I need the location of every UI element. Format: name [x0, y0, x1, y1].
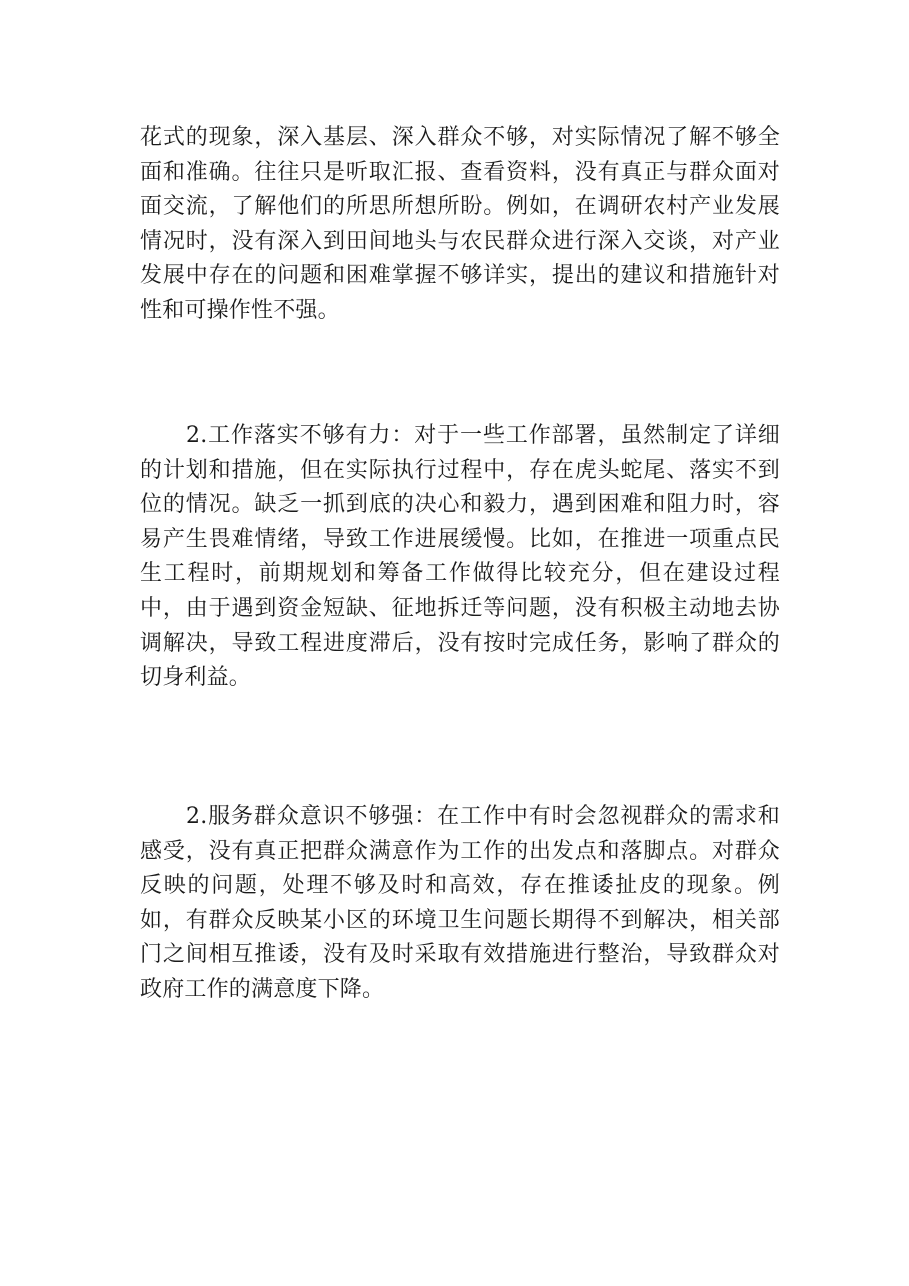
paragraph-serving-public: 2.服务群众意识不够强：在工作中有时会忽视群众的需求和感受，没有真正把群众满意作为工作的出发点和落脚点。对群众反映的问题，处理不够及时和高效，存在推诿扯皮的现象。例如，有群众反映某小区的环境卫生问题长期得不到解决，相关部门之间相互推诿，没有及时采取有效措施进行整治，导致群众对政府工作的满意度下降。	[140, 804, 780, 1002]
paragraph-work-implementation: 2.工作落实不够有力：对于一些工作部署，虽然制定了详细的计划和措施，但在实际执行过程中，存在虎头蛇尾、落实不到位的情况。缺乏一抓到底的决心和毅力，遇到困难和阻力时，容易产生畏难情绪，导致工作进展缓慢。比如，在推进一项重点民生工程时，前期规划和筹备工作做得比较充分，但在建设过程中，由于遇到资金短缺、征地拆迁等问题，没有积极主动地去协调解决，导致工程进度滞后，没有按时完成任务，影响了群众的切身利益。	[140, 423, 780, 691]
paragraph-continuation: 花式的现象，深入基层、深入群众不够，对实际情况了解不够全面和准确。往往只是听取汇报、查看资料，没有真正与群众面对面交流，了解他们的所思所想所盼。例如，在调研农村产业发展情况时，没有深入到田间地头与农民群众进行深入交谈，对产业发展中存在的问题和困难掌握不够详实，提出的建议和措施针对性和可操作性不强。	[140, 125, 780, 323]
